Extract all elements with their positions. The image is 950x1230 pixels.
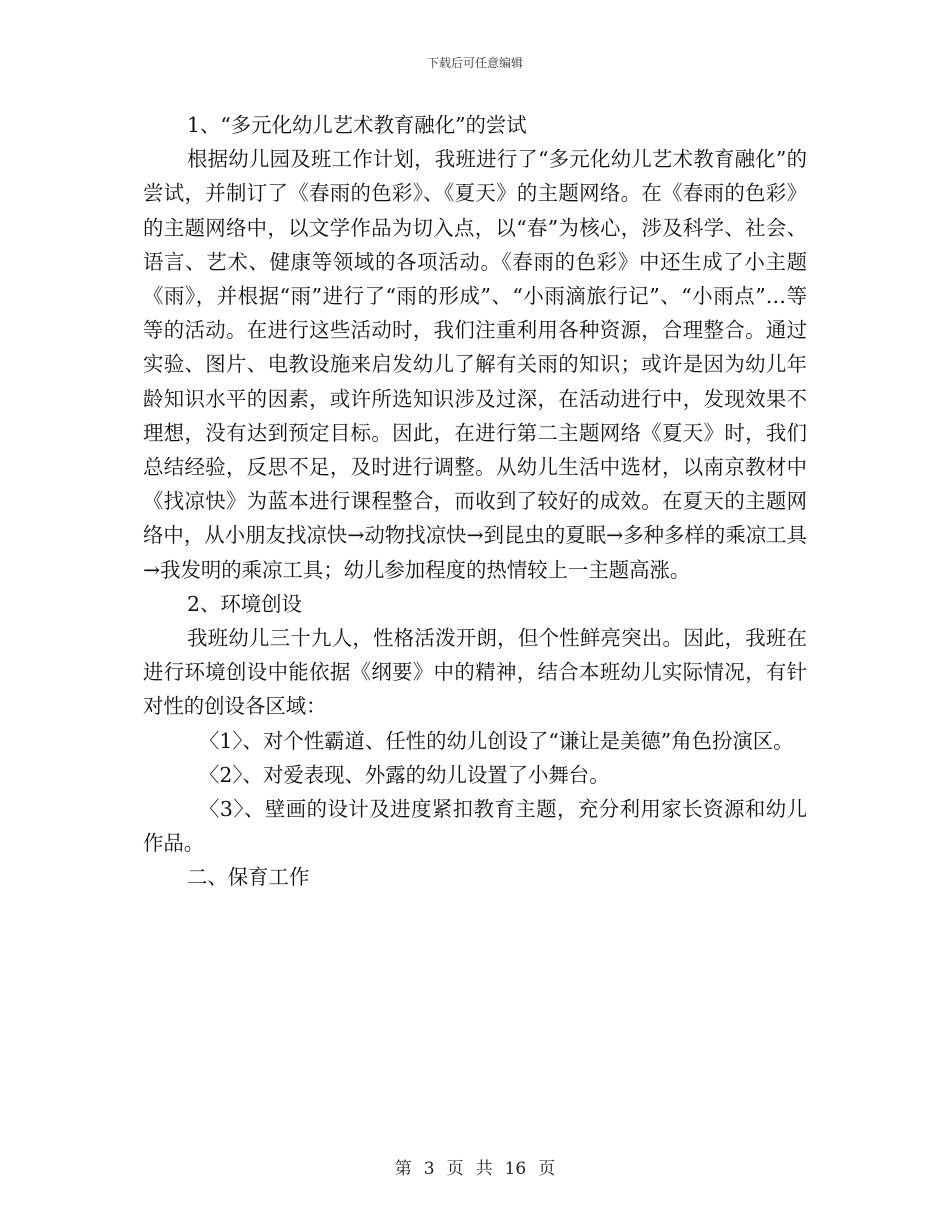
page-header: 下载后可任意编辑 — [426, 56, 523, 70]
footer-total-pages: 16 — [504, 1159, 527, 1179]
list-item: 〈3〉、壁画的设计及进度紧扣教育主题，充分利用家长资源和幼儿作品。 — [143, 797, 807, 856]
footer-mid: 页 — [446, 1159, 464, 1179]
footer-page-number: 3 — [423, 1159, 435, 1179]
paragraph: 根据幼儿园及班工作计划，我班进行了“多元化幼儿艺术教育融化”的尝试，并制订了《春雨的色彩》、《夏天》的主题网络。在《春雨的色彩》的主题网络中，以文学作品为切入点，以“春”为核心，涉及科学、社会、语言、艺术、健康等领域的各项活动。《春雨的色彩》中还生成了小主题《雨》，并根据“雨”进行了“雨的形成”、“小雨滴旅行记”、“小雨点”…等等的活动。在进行这些活动时，我们注重利用各种资源，合理整合。通过实验、图片、电教设施来启发幼儿了解有关雨的知识；或许是因为幼儿年龄知识水平的因素，或许所选知识涉及过深，在活动进行中，发现效果不理想，没有达到预定目标。因此，在进行第二主题网络《夏天》时，我们总结经验，反思不足，及时进行调整。从幼儿生活中选材，以南京教材中《找凉快》为蓝本进行课程整合，而收到了较好的成效。在夏天的主题网络中，从小朋友找凉快→动物找凉快→到昆虫的夏眠→多种多样的乘凉工具→我发明的乘凉工具；幼儿参加程度的热情较上一主题高涨。 — [143, 147, 807, 582]
footer-word: 共 — [475, 1159, 493, 1179]
section-heading: 1、“多元化幼儿艺术教育融化”的尝试 — [187, 113, 527, 137]
section-heading: 2、环境创设 — [187, 591, 302, 616]
list-item: 〈1〉、对个性霸道、任性的幼儿创设了“谦让是美德”角色扮演区。 — [199, 728, 794, 753]
section-heading: 二、保育工作 — [187, 865, 310, 890]
paragraph: 我班幼儿三十九人，性格活泼开朗，但个性鲜亮突出。因此，我班在进行环境创设中能依据《纲要》中的精神，结合本班幼儿实际情况，有针对性的创设各区域： — [143, 626, 807, 719]
page-footer — [0, 1154, 950, 1179]
footer-suffix: 页 — [538, 1159, 556, 1179]
document-body — [143, 108, 807, 895]
footer-prefix: 第 — [394, 1159, 412, 1179]
list-item: 〈2〉、对爱表现、外露的幼儿设置了小舞台。 — [199, 762, 610, 787]
